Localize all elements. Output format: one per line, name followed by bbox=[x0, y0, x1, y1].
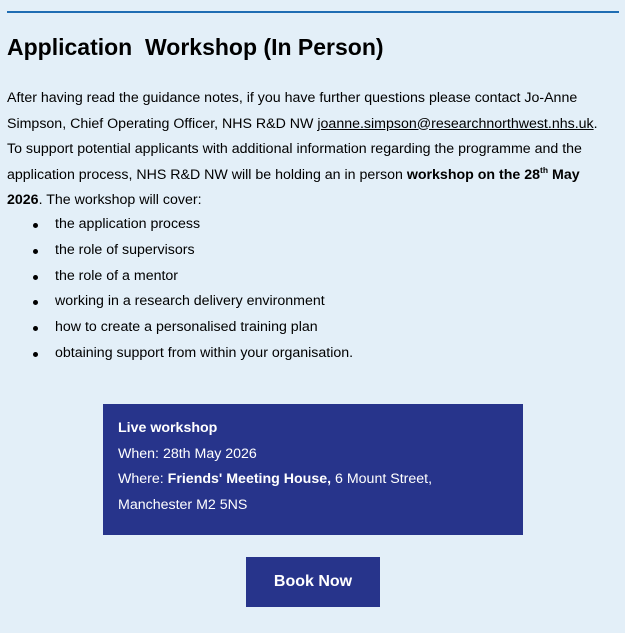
date-ordinal-suffix: th bbox=[540, 164, 549, 175]
list-item bbox=[7, 264, 353, 290]
workshop-date-prefix: workshop on the 28 bbox=[406, 166, 541, 183]
intro-text-2: . To support potential applicants with additional information regarding the programme and the application process, NHS R&D NW will be holding an in person bbox=[7, 115, 598, 183]
list-item bbox=[7, 341, 353, 367]
list-item bbox=[7, 289, 353, 315]
list-item bbox=[7, 315, 353, 341]
page-title: Application Workshop (In Person) bbox=[7, 34, 384, 60]
list-item-text: working in a research delivery environment bbox=[55, 293, 325, 310]
bullet-icon bbox=[33, 352, 38, 357]
top-divider bbox=[7, 11, 619, 13]
bullet-icon bbox=[33, 223, 38, 228]
intro-text-3: . The workshop will cover: bbox=[38, 192, 202, 208]
list-item bbox=[7, 238, 353, 264]
book-now-button[interactable]: Book Now bbox=[246, 557, 380, 607]
list-item-text: obtaining support from within your organisation. bbox=[55, 344, 354, 361]
event-where bbox=[118, 467, 509, 518]
list-item bbox=[7, 212, 353, 238]
event-where-label: Where: bbox=[118, 471, 168, 487]
workshop-date-suffix: May 2026 bbox=[7, 166, 580, 208]
bullet-icon bbox=[33, 326, 38, 331]
workshop-topics-list bbox=[7, 212, 353, 367]
event-when: When: 28th May 2026 bbox=[118, 445, 257, 462]
list-item-text: the application process bbox=[55, 216, 201, 232]
event-venue: Friends' Meeting House, bbox=[167, 471, 332, 487]
event-heading: Live workshop bbox=[118, 420, 218, 436]
bullet-icon bbox=[33, 300, 38, 305]
live-workshop-panel bbox=[103, 404, 523, 535]
event-address: 6 Mount Street, Manchester M2 5NS bbox=[118, 471, 433, 513]
list-item-text: the role of supervisors bbox=[55, 241, 195, 258]
bullet-icon bbox=[33, 249, 38, 254]
bullet-icon bbox=[33, 275, 38, 280]
intro-text-1: After having read the guidance notes, if you have further questions please contact Jo-Anne Simpson, Chief Operating Officer, NHS R&D NW bbox=[7, 90, 578, 132]
list-item-text: the role of a mentor bbox=[55, 267, 179, 284]
contact-email-link[interactable]: joanne.simpson@researchnorthwest.nhs.uk bbox=[317, 115, 594, 132]
intro-paragraph bbox=[7, 86, 607, 214]
list-item-text: how to create a personalised training plan bbox=[55, 319, 318, 336]
